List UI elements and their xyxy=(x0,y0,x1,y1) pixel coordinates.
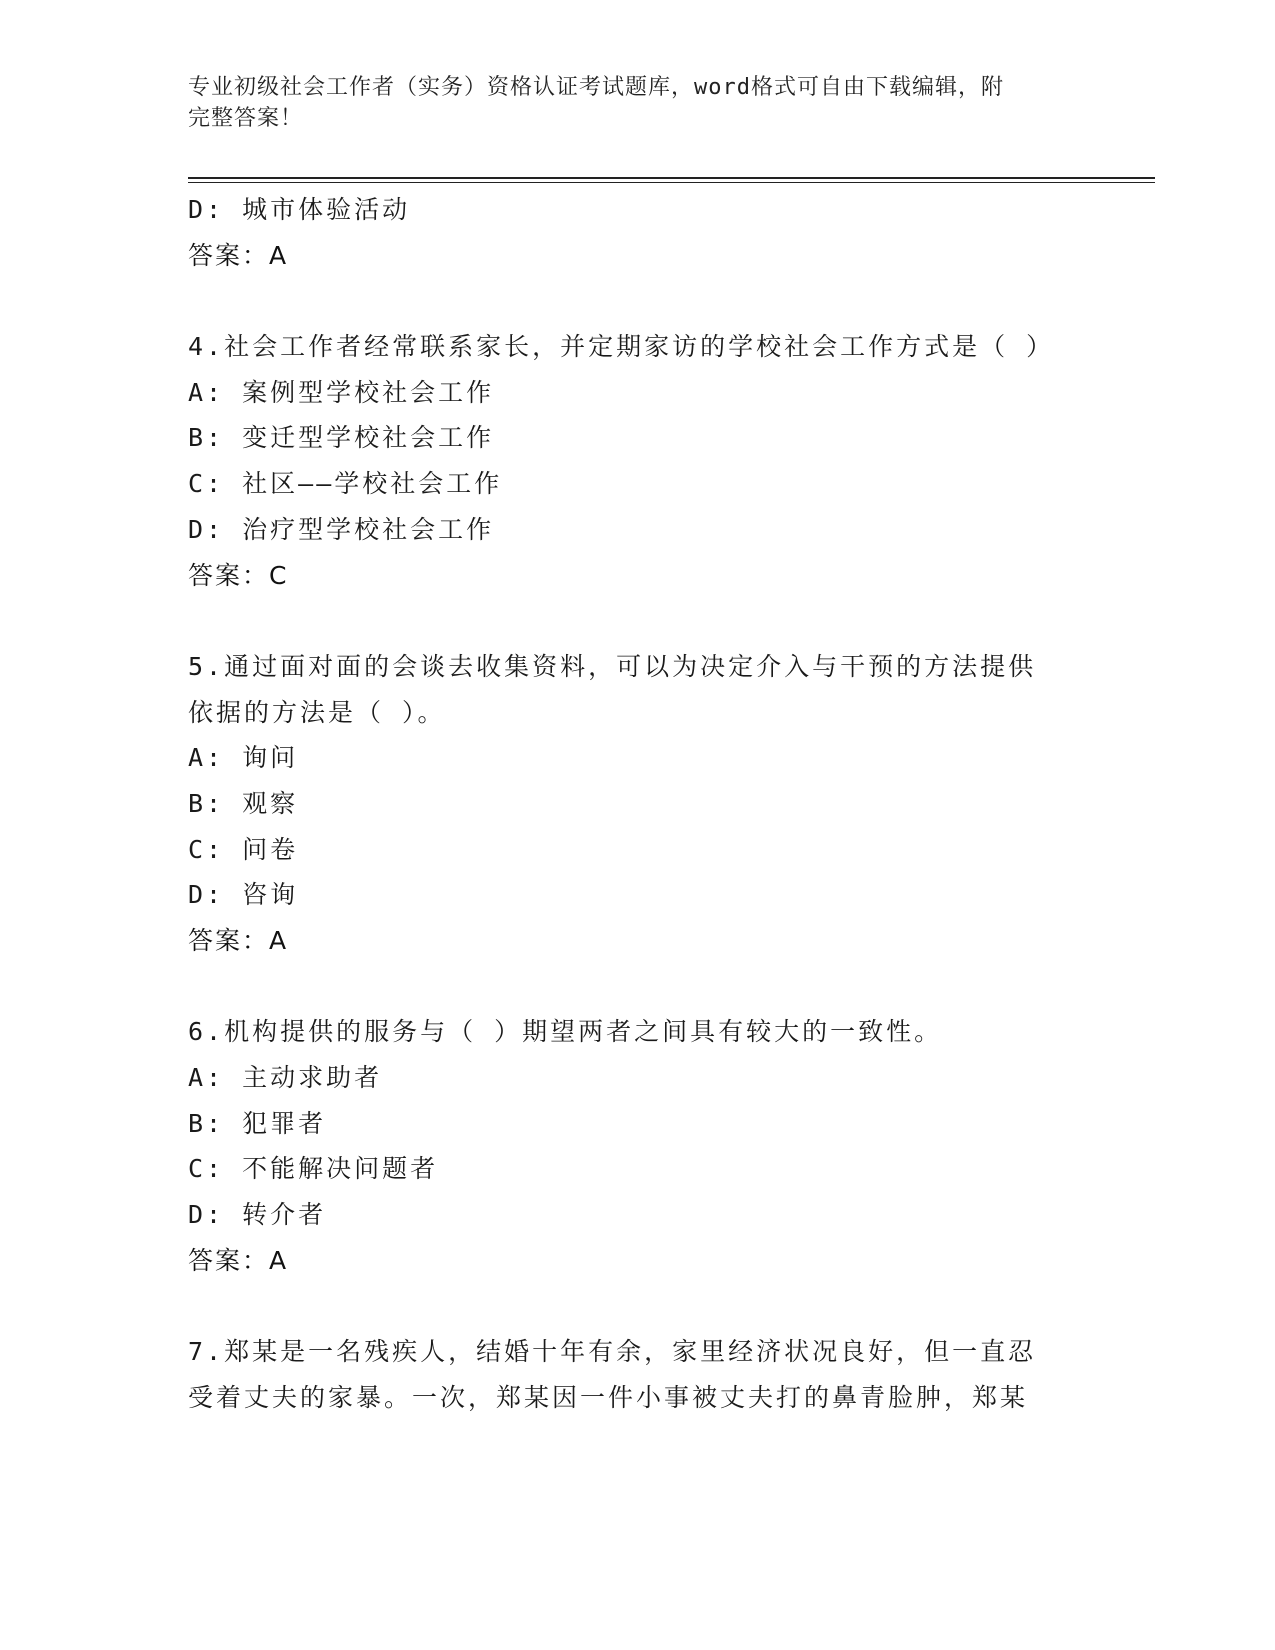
q5-stem-line-2: 依据的方法是（ ）。 xyxy=(188,697,446,727)
spacer xyxy=(188,598,1088,644)
spacer xyxy=(188,1284,1088,1330)
q6-option-c: C: 不能解决问题者 xyxy=(188,1154,439,1184)
q5-option-a: A: 询问 xyxy=(188,743,299,773)
q5-answer: 答案：A xyxy=(188,926,289,955)
q4-option-b: B: 变迁型学校社会工作 xyxy=(188,423,495,453)
q7-stem-line-2: 受着丈夫的家暴。一次，郑某因一件小事被丈夫打的鼻青脸肿，郑某 xyxy=(188,1382,1029,1412)
header-divider-thick xyxy=(188,177,1155,179)
spacer xyxy=(188,278,1088,324)
question-3-tail xyxy=(188,187,1088,278)
question-7 xyxy=(188,1329,1088,1420)
q5-stem-line-1: 5.通过面对面的会谈去收集资料，可以为决定介入与干预的方法提供 xyxy=(188,651,1037,681)
q3-answer: 答案：A xyxy=(188,240,289,270)
question-5 xyxy=(188,644,1088,964)
q5-option-b: B: 观察 xyxy=(188,788,299,818)
question-content xyxy=(188,187,1088,1421)
header-divider-thin xyxy=(188,182,1155,183)
document-header xyxy=(188,72,1068,134)
spacer xyxy=(188,964,1088,1010)
question-6 xyxy=(188,1009,1088,1283)
q5-option-d: D: 咨询 xyxy=(188,880,299,910)
q3-option-d: D: 城市体验活动 xyxy=(188,195,411,224)
q4-answer: 答案：C xyxy=(188,560,289,590)
q6-option-b: B: 犯罪者 xyxy=(188,1108,327,1138)
q4-option-a: A: 案例型学校社会工作 xyxy=(188,377,495,407)
q6-option-d: D: 转介者 xyxy=(188,1200,327,1230)
question-4 xyxy=(188,324,1088,598)
q4-option-c: C: 社区——学校社会工作 xyxy=(188,469,503,499)
q7-stem-line-1: 7.郑某是一名残疾人，结婚十年有余，家里经济状况良好，但一直忍 xyxy=(188,1337,1037,1367)
q4-stem: 4.社会工作者经常联系家长，并定期家访的学校社会工作方式是（ ） xyxy=(188,332,1055,362)
q4-option-d: D: 治疗型学校社会工作 xyxy=(188,514,495,544)
header-line-1: 专业初级社会工作者（实务）资格认证考试题库，word格式可自由下载编辑，附 xyxy=(188,75,1004,100)
q5-option-c: C: 问卷 xyxy=(188,834,299,864)
q6-option-a: A: 主动求助者 xyxy=(188,1063,383,1093)
q6-stem: 6.机构提供的服务与（ ）期望两者之间具有较大的一致性。 xyxy=(188,1017,943,1047)
header-line-2: 完整答案！ xyxy=(188,106,304,131)
q6-answer: 答案：A xyxy=(188,1245,289,1275)
